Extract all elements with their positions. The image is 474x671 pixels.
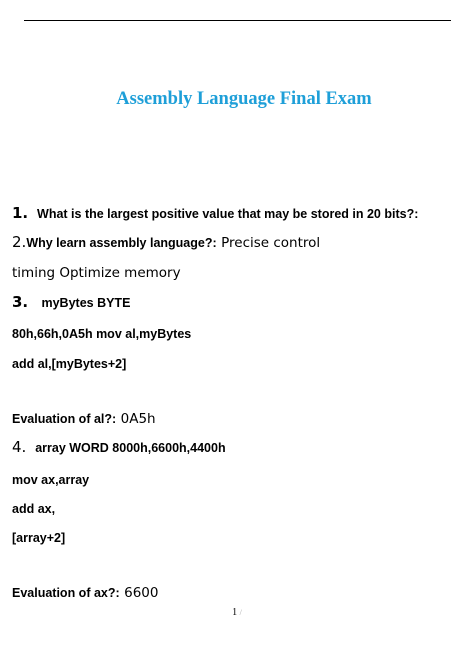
question-3-code-line-3: add al,[myBytes+2] (12, 357, 127, 371)
question-4-eval-answer: 6600 (124, 585, 159, 601)
question-4-eval-label: Evaluation of ax?: (12, 586, 120, 600)
question-3-code-3 (12, 356, 126, 372)
question-3-eval-answer: 0A5h (120, 411, 156, 427)
question-4-number: 4. (12, 438, 27, 456)
question-1-prompt: What is the largest positive value that may be stored in 20 bits?: (37, 207, 419, 221)
question-1 (12, 206, 418, 222)
question-4-code-line-2: mov ax,array (12, 473, 90, 487)
question-3-code-line-1: myBytes BYTE (41, 296, 131, 310)
exam-title: Assembly Language Final Exam (116, 89, 372, 109)
question-3-code-line-2: 80h,66h,0A5h mov al,myBytes (12, 327, 192, 341)
question-4-code-line-1: array WORD 8000h,6600h,4400h (35, 441, 226, 455)
question-3-eval-label: Evaluation of al?: (12, 412, 117, 426)
question-2-number: 2. (12, 233, 27, 251)
question-2-answer-part1: Precise control (221, 235, 321, 251)
question-4-evaluation (12, 585, 158, 601)
question-3-number: 3. (12, 293, 29, 311)
question-4-code-3 (12, 501, 55, 517)
question-3-evaluation (12, 411, 156, 427)
question-2-answer-part2: timing Optimize memory (12, 265, 181, 281)
question-4-code-line-4: [array+2] (12, 531, 66, 545)
question-4 (12, 440, 226, 456)
page-footer (0, 607, 474, 618)
page-separator: / (239, 608, 242, 617)
question-2 (12, 235, 320, 251)
question-1-number: 1. (12, 204, 29, 222)
question-4-code-4 (12, 530, 65, 546)
question-2-continued (12, 265, 181, 281)
question-2-prompt: Why learn assembly language?: (26, 236, 217, 250)
page-number: 1 (232, 607, 238, 618)
question-4-code-2 (12, 472, 89, 488)
question-3-code-2 (12, 326, 191, 342)
header-rule (24, 20, 451, 21)
question-3 (12, 295, 130, 311)
question-4-code-line-3: add ax, (12, 502, 56, 516)
